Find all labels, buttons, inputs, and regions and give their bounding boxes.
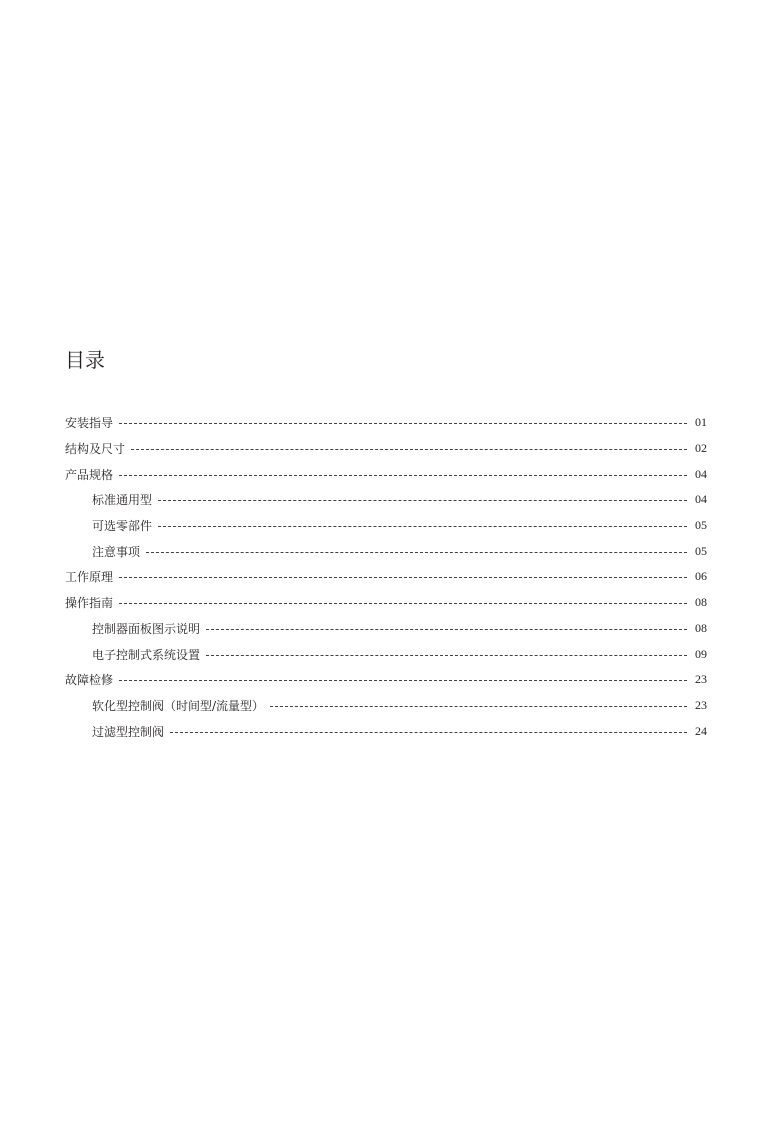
toc-entry-page: 09 — [695, 646, 707, 661]
toc-entry-standard-type[interactable] — [65, 487, 707, 513]
toc-entry-page: 24 — [695, 723, 707, 738]
dot-leader — [146, 552, 687, 553]
toc-entry-label: 标准通用型 — [92, 493, 153, 508]
toc-entry-page: 23 — [695, 672, 707, 687]
toc-entry-label: 注意事项 — [92, 544, 141, 559]
toc-entry-electronic-settings[interactable] — [65, 641, 707, 667]
toc-entry-working-principle[interactable] — [65, 564, 707, 590]
toc-entry-page: 08 — [695, 620, 707, 635]
dot-leader — [119, 475, 687, 476]
dot-leader — [170, 732, 687, 733]
toc-entry-label: 故障检修 — [65, 673, 114, 688]
toc-entry-page: 23 — [695, 697, 707, 712]
toc-entry-page: 01 — [695, 415, 707, 430]
dot-leader — [131, 449, 687, 450]
page-title: 目录 — [65, 348, 105, 372]
dot-leader — [119, 577, 687, 578]
toc-entry-installation-guide[interactable] — [65, 410, 707, 436]
toc-entry-label: 产品规格 — [65, 467, 114, 482]
dot-leader — [158, 526, 687, 527]
table-of-contents — [65, 410, 707, 744]
toc-entry-label: 结构及尺寸 — [65, 442, 126, 457]
toc-entry-softener-valve[interactable] — [65, 693, 707, 719]
toc-entry-precautions[interactable] — [65, 538, 707, 564]
dot-leader — [119, 603, 687, 604]
toc-entry-optional-parts[interactable] — [65, 513, 707, 539]
dot-leader — [270, 706, 687, 707]
toc-entry-operation-guide[interactable] — [65, 590, 707, 616]
toc-entry-page: 05 — [695, 518, 707, 533]
toc-entry-controller-panel[interactable] — [65, 616, 707, 642]
toc-entry-label: 可选零部件 — [92, 519, 153, 534]
toc-entry-page: 02 — [695, 441, 707, 456]
toc-entry-label: 控制器面板图示说明 — [92, 621, 201, 636]
dot-leader — [158, 500, 687, 501]
toc-entry-label: 工作原理 — [65, 570, 114, 585]
toc-entry-label: 过滤型控制阀 — [92, 724, 165, 739]
toc-entry-page: 04 — [695, 492, 707, 507]
toc-entry-product-specs[interactable] — [65, 461, 707, 487]
toc-entry-page: 05 — [695, 543, 707, 558]
toc-entry-label: 安装指导 — [65, 416, 114, 431]
dot-leader — [206, 629, 687, 630]
dot-leader — [119, 680, 687, 681]
toc-entry-page: 06 — [695, 569, 707, 584]
dot-leader — [119, 423, 687, 424]
dot-leader — [206, 655, 687, 656]
toc-entry-structure-dimensions[interactable] — [65, 436, 707, 462]
toc-entry-troubleshooting[interactable] — [65, 667, 707, 693]
toc-entry-page: 04 — [695, 466, 707, 481]
toc-entry-page: 08 — [695, 595, 707, 610]
toc-entry-filter-valve[interactable] — [65, 718, 707, 744]
toc-entry-label: 电子控制式系统设置 — [92, 647, 201, 662]
toc-entry-label: 软化型控制阀（时间型/流量型） — [92, 698, 265, 713]
toc-entry-label: 操作指南 — [65, 596, 114, 611]
